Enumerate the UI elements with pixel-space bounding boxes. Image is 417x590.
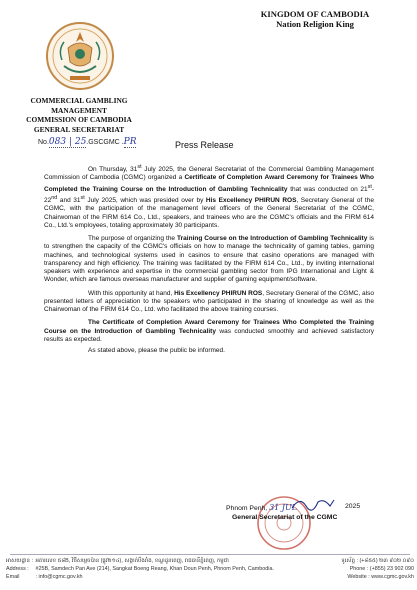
ref-code: .GSCGMC . xyxy=(86,139,124,146)
signing-date-handwritten: 31 JUL xyxy=(269,503,298,512)
signing-place-date xyxy=(226,503,297,512)
paragraph-4: The Certificate of Completion Award Ceremony for Trainees Who Completed the Training Course on the Introduction of Gambling Technicality was conducted smoothly and achieved satisfactory results as expected. xyxy=(44,319,375,343)
ref-suffix-handwritten: PR xyxy=(123,137,137,147)
org-line-3: GENERAL SECRETARIAT xyxy=(33,124,125,134)
address-km: អគារលេខ ៥៨B, វិថីសម្តេចប៉ាន (ផ្លូវ២១៤), សង្កាត់បឹងរាំង, ខណ្ឌដូនពេញ, រាជធានីភ្នំពេញ, កម្ពុជា xyxy=(35,558,229,564)
address-label: Address : xyxy=(6,566,29,572)
address-km-label: អាសយដ្ឋាន : xyxy=(6,558,33,564)
org-line-1: COMMERCIAL GAMBLING MANAGEMENT xyxy=(30,96,128,115)
ref-number-handwritten: 083 | 25 xyxy=(48,137,87,147)
website-link[interactable]: Website : www.cgmc.gov.kh xyxy=(347,574,414,580)
signer-title: General Secretariat of the CGMC xyxy=(232,514,338,521)
press-release-body xyxy=(44,163,374,360)
paragraph-3: With this opportunity at hand, His Excellency PHIRUN ROS, Secretary General of the CGMC, also presented letters of appreciation to the speakers who participated in the sharing of knowledge as well as the Chairwoman of the FIRM 614 Co., Ltd. who facilitated the above training courses. xyxy=(44,289,374,314)
email-label: Email xyxy=(6,574,20,580)
ref-prefix: No. xyxy=(38,139,49,146)
footer-row-address xyxy=(6,565,414,573)
paragraph-2: The purpose of organizing the Training Course on the Introduction of Gambling Technicality is to strengthen the capacity of the CGMC's officials on how to manage the technicality of gaming tables, gaming machines, and technological systems used in casinos to ensure that casino operations are managed with transparency and high efficiency. The training was facilitated by the FIRM 614 Co., Ltd., by inviting international speakers with experience and expertise in the commercial gambling sector from IPG International and Light & Wonder, which are famous overseas manufacturer and supplier of gaming equipment/software. xyxy=(44,235,375,284)
document-title: Press Release xyxy=(175,140,234,150)
organization-name xyxy=(4,96,154,134)
footer-contact xyxy=(6,557,414,581)
footer-divider xyxy=(10,554,410,555)
phone-en: Phone : (+855) 23 902 090 xyxy=(349,566,414,572)
reference-number xyxy=(38,137,136,148)
kingdom-header xyxy=(215,9,415,29)
paragraph-5: As stated above, please the public be informed. xyxy=(88,347,225,355)
signing-year: 2025 xyxy=(345,503,361,510)
footer-row-email xyxy=(6,573,414,581)
footer-row-khmer xyxy=(6,557,414,565)
address-en: #25B, Samdech Pan Ave (214), Sangkat Boeng Reang, Khan Doun Penh, Phnom Penh, Cambodia. xyxy=(35,566,274,572)
kingdom-title: KINGDOM OF CAMBODIA xyxy=(260,9,370,19)
cgmc-emblem-logo xyxy=(44,20,116,96)
national-motto: Nation Religion King xyxy=(276,19,354,29)
phone-km: ទូរស័ព្ទ : (+៨៥៥) ២៣ ៩០២ ០៩០ xyxy=(341,558,414,564)
signing-place: Phnom Penh, xyxy=(226,505,268,512)
paragraph-1: On Thursday, 31st July 2025, the General Secretariat of the Commercial Gambling Management Commission of Cambodia (CGMC) organized a Certificate of Completion Award Ceremony for Trainees Who Completed the Training Course on the Introduction of Gambling Technicality that was conducted on 21st-22nd and 31st July 2025, which was presided over by His Excellency PHIRUN ROS, Secretary General of the CGMC, with the participation of the management level officers of the General Secretariat of the CGMC, Chairwoman of the FIRM 614 Co., Ltd., speakers, and trainees who are the CGMC's officials and the FIRM 614 Co., Ltd.'s employees, totaling approximately 30 participants. xyxy=(44,164,375,229)
org-line-2: COMMISSION OF CAMBODIA xyxy=(26,115,132,125)
email-link[interactable]: : info@cgmc.gov.kh xyxy=(35,574,83,580)
